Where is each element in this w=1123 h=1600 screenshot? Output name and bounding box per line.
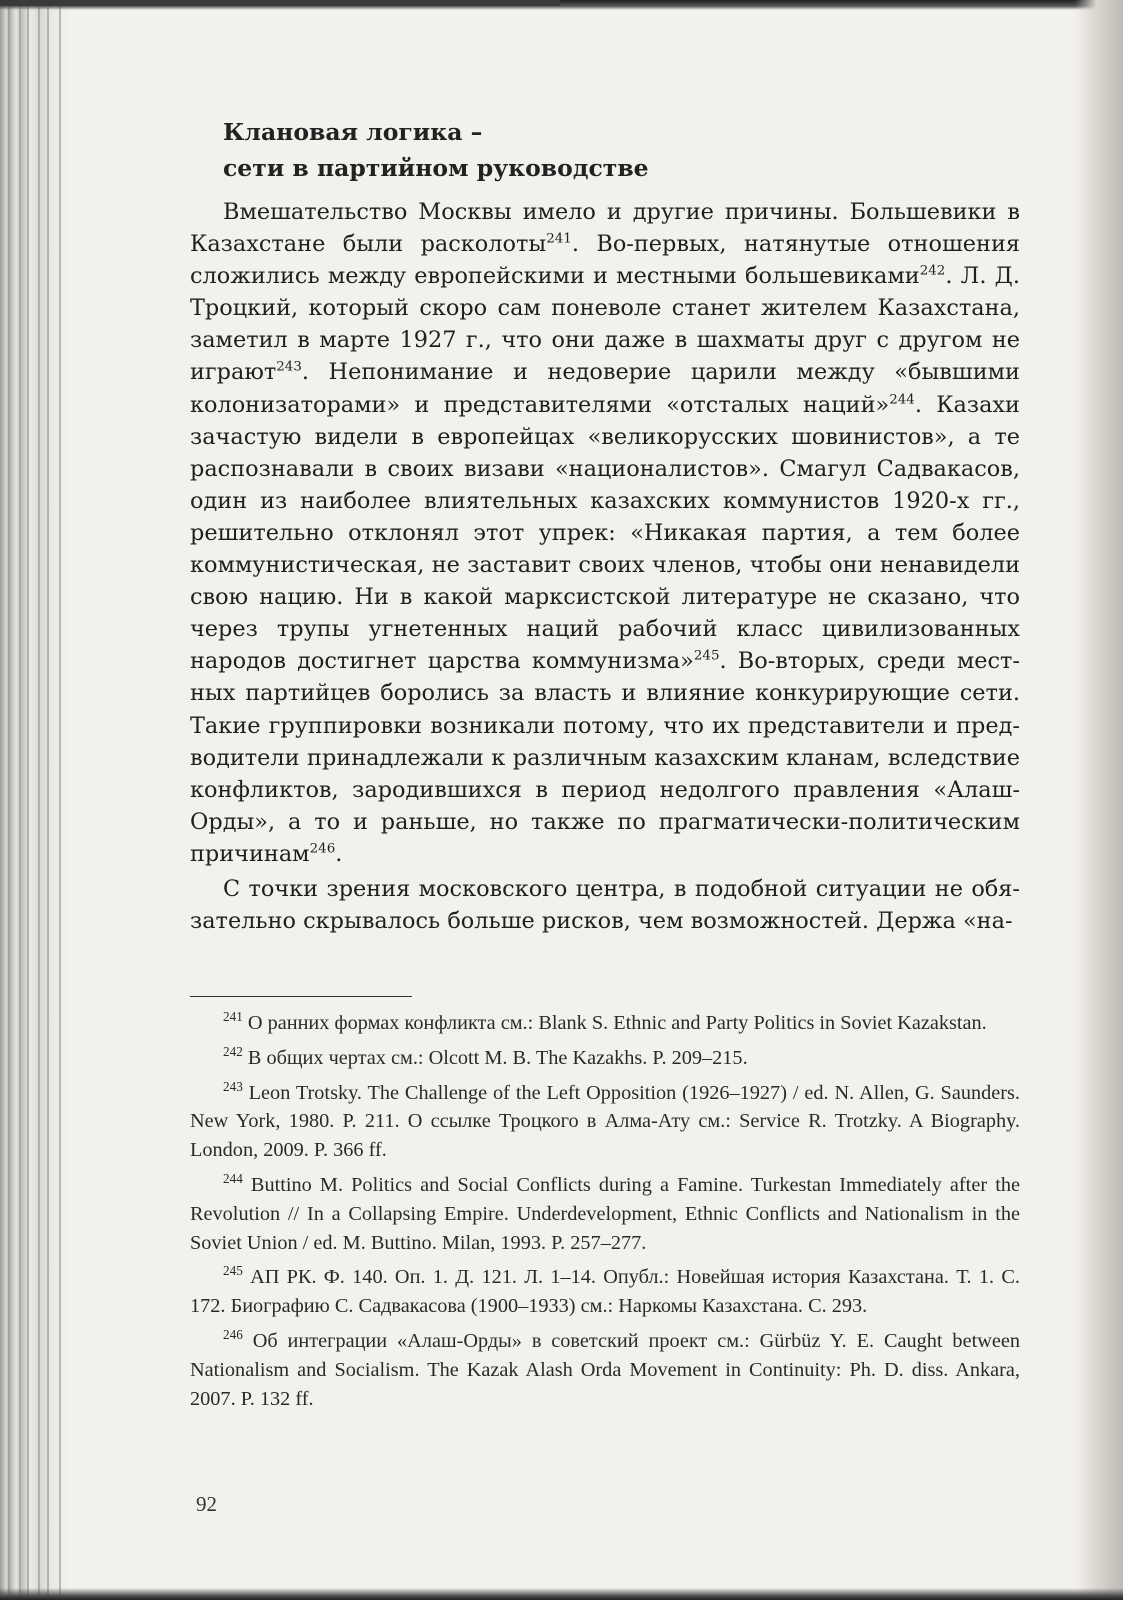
body-text-run: С точки зрения московского центра, в подобной ситуации не обязательно скрывалось больше рисков, чем возможностей. Держа «на- [190, 875, 1020, 935]
footnote-number: 241 [223, 1009, 243, 1025]
book-binding-edge [0, 0, 70, 1600]
section-heading [223, 114, 1020, 186]
footnote-reference[interactable]: 242 [919, 263, 946, 279]
scan-bottom-edge [0, 1588, 1123, 1600]
body-text-run: . Во-первых, натянутые отношения сложились между европейскими и местными большевиками [190, 231, 1020, 290]
footnote-separator [190, 996, 412, 997]
footnote [190, 1327, 1020, 1413]
footnote-number: 243 [223, 1078, 243, 1094]
body-text-run: . [335, 840, 343, 867]
body-text-run: Вмешательство Москвы имело и другие причины. Большевики в Казахстане были расколоты [190, 199, 1020, 258]
footnote-number: 242 [223, 1044, 243, 1060]
page-right-edge [1075, 0, 1123, 1600]
footnote [190, 1009, 1020, 1038]
footnote-number: 246 [223, 1327, 243, 1343]
footnote-reference[interactable]: 245 [693, 648, 720, 664]
footnote [190, 1171, 1020, 1257]
footnote-reference[interactable]: 244 [889, 392, 915, 408]
binding-line [38, 0, 40, 1600]
body-paragraph [190, 873, 1020, 937]
body-paragraph [190, 196, 1020, 870]
footnote-text: Buttino M. Politics and Social Conflicts during a Famine. Turkestan Immediately after the Revolution // In a Collapsing Empire. Underdevelopment, Ethnic Conflicts and Nationalism in the Soviet Union / ed. M. Buttino. Milan, 1993. P. 257–277. [190, 1173, 1020, 1254]
binding-line [59, 0, 61, 1600]
footnote-text: Leon Trotsky. The Challenge of the Left Opposition (1926–1927) / ed. N. Allen, G. Saunders. New York, 1980. P. 211. О ссылке Троцкого в Алма-Ату см.: Service R. Trotzky. A Biography. London, 2009. P. 366 ff. [190, 1081, 1020, 1162]
section-heading-line-2: сети в партийном руководстве [223, 154, 649, 182]
footnote-reference[interactable]: 243 [276, 360, 302, 375]
footnote-reference[interactable]: 241 [546, 231, 572, 247]
footnote [190, 1079, 1020, 1165]
footnote-reference[interactable]: 246 [309, 841, 336, 857]
binding-line [27, 0, 29, 1600]
body-text-run: . Л. Д. Троцкий, который скоро сам поневоле станет жителем Казахстана, заметил в марте 1927 г., что они даже в шахматы друг с другом не играют [190, 263, 1020, 386]
footnote-text: АП РК. Ф. 140. Оп. 1. Д. 121. Л. 1–14. Опубл.: Новейшая история Казахстана. Т. 1. С. 172. Биографию С. Садвакасова (1900–1933) см.: Наркомы Казахстана. С. 293. [190, 1266, 1020, 1318]
footnote-text: В общих чертах см.: Olcott M. B. The Kazakhs. P. 209–215. [247, 1046, 748, 1069]
footnote-number: 244 [223, 1171, 243, 1187]
binding-line [19, 0, 21, 1600]
body-text [190, 196, 1020, 937]
binding-line [47, 0, 49, 1600]
footnote [190, 1263, 1020, 1321]
section-heading-line-1: Клановая логика – [223, 118, 483, 146]
page-number: 92 [196, 1492, 217, 1516]
body-text-run: . Непонимание и недоверие царили между «бывшими колонизаторами» и представителями «отсталых наций» [190, 359, 1020, 418]
body-text-run: . Во-вторых, среди местных партийцев боролись за власть и влияние конкурирующие сети. Такие группировки возникали потому, что их представители и предводители принадлежали к различным казахским кланам, вследствие конфликтов, зародившихся в период недолгого правления «Алаш-Орды», а то и раньше, но также по прагматически-политическим причинам [190, 648, 1020, 867]
main-text-block [190, 114, 1020, 937]
footnotes [190, 1009, 1020, 1419]
scan-top-edge-dark [0, 0, 560, 6]
binding-line [8, 0, 10, 1600]
body-text-run: . Казахи зачастую видели в европейцах «великорусских шовинистов», а те распознавали в своих визави «националистов». Смагул Садвакасов, один из наиболее влиятельных казахских коммунистов 1920-х гг., решительно отклонял этот упрек: «Никакая партия, а тем более коммунистическая, не заставит своих членов, чтобы они ненавидели свою нацию. Ни в какой марксистской литературе не сказано, что через трупы угнетенных наций рабочий класс цивилизованных народов достигнет царства коммунизма» [190, 391, 1020, 675]
footnote-text: Об интеграции «Алаш-Орды» в советский проект см.: Gürbüz Y. E. Caught between Nationalism and Socialism. The Kazak Alash Orda Movement in Continuity: Ph. D. diss. Ankara, 2007. P. 132 ff. [190, 1329, 1020, 1410]
footnote-number: 245 [223, 1263, 243, 1279]
footnote [190, 1044, 1020, 1073]
footnote-text: О ранних формах конфликта см.: Blank S. Ethnic and Party Politics in Soviet Kazakstan. [247, 1012, 987, 1034]
